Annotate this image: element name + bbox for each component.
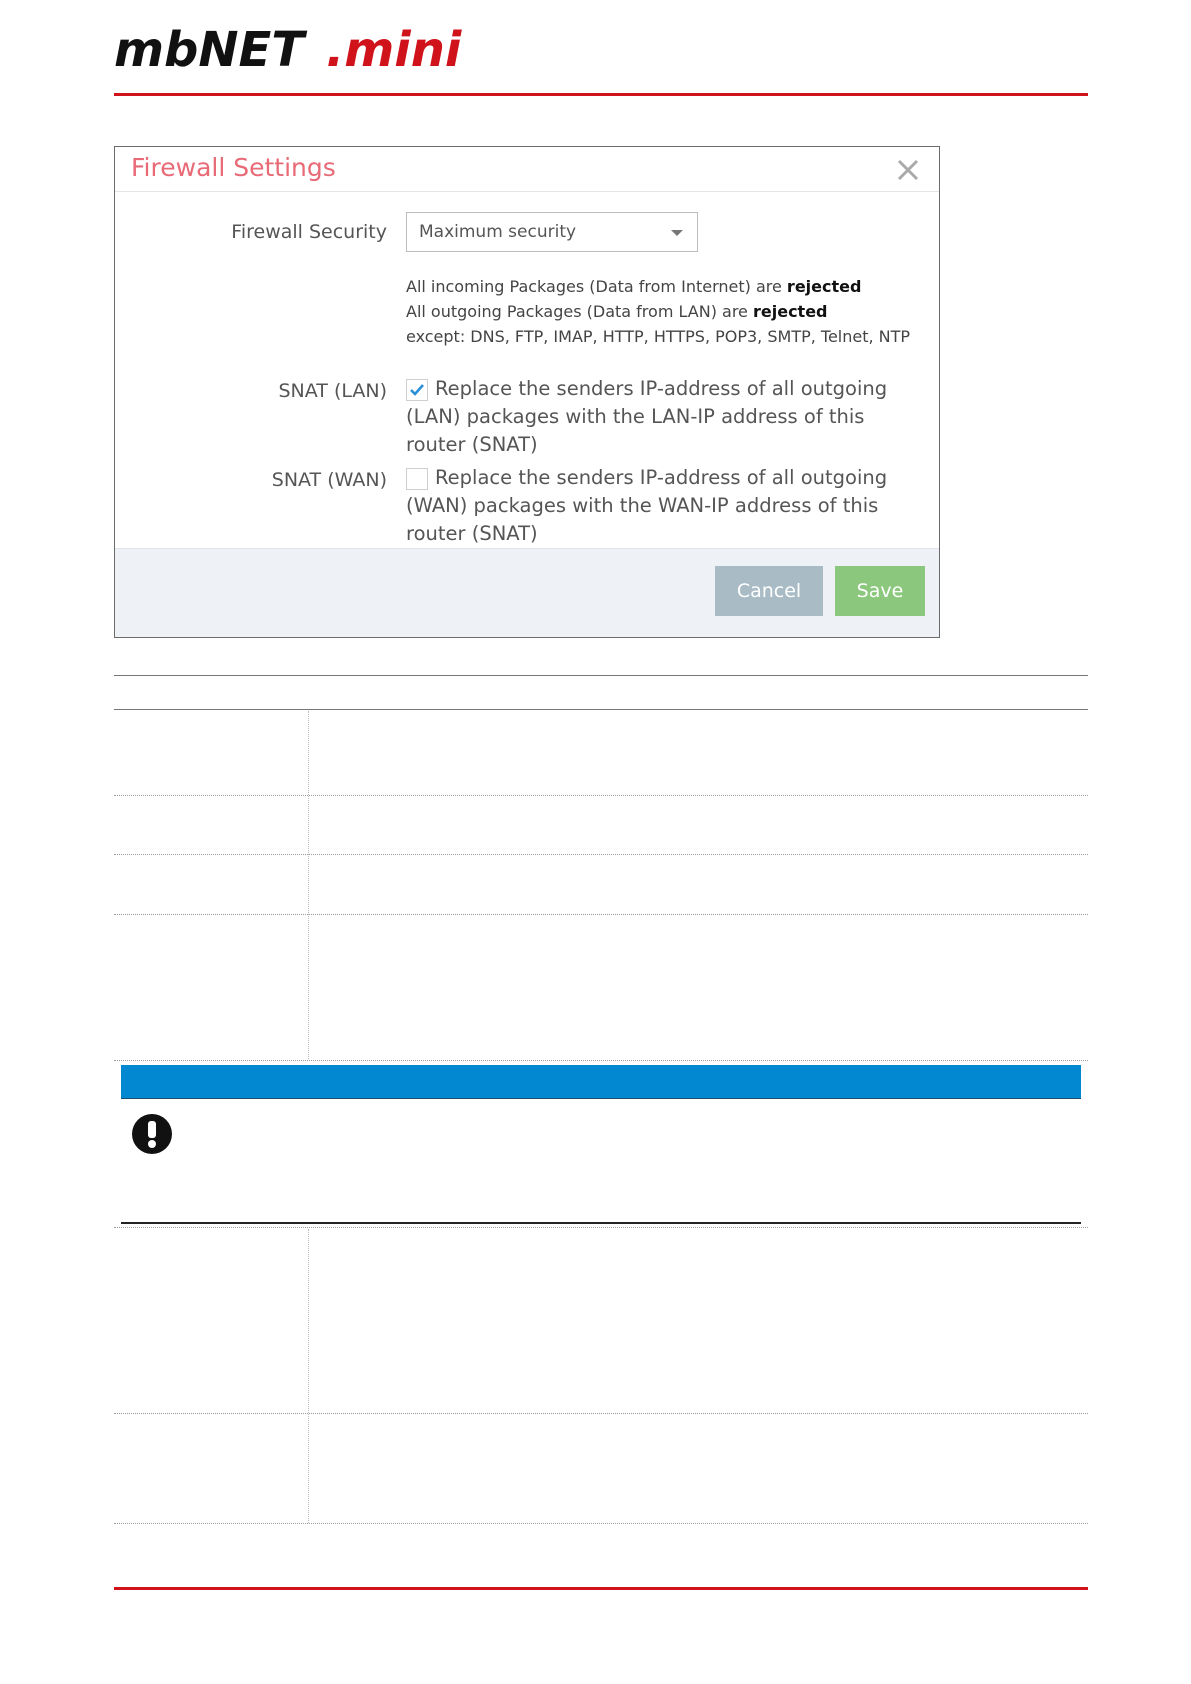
dialog-title: Firewall Settings	[131, 153, 336, 182]
save-button[interactable]: Save	[835, 566, 925, 616]
header-rule	[114, 93, 1088, 96]
exclamation-icon	[131, 1113, 173, 1155]
table-column-divider	[308, 711, 309, 1059]
table2-bottom-rule	[114, 1523, 1088, 1524]
table2-row-divider	[114, 1413, 1088, 1414]
dialog-footer	[115, 548, 939, 637]
info-outgoing: All outgoing Packages (Data from LAN) are rejected	[406, 302, 828, 321]
table2-top-rule	[114, 1227, 1088, 1228]
logo-text-mini: .mini	[326, 22, 462, 78]
snat-lan-label: SNAT (LAN)	[278, 380, 387, 402]
section-rule	[114, 675, 1088, 676]
snat-lan-description: Replace the senders IP-address of all outgoing (LAN) packages with the LAN-IP address of this router (SNAT)	[406, 377, 888, 456]
table2-column-divider	[308, 1229, 309, 1523]
firewall-security-select[interactable]	[406, 212, 698, 252]
snat-wan-description: Replace the senders IP-address of all outgoing (WAN) packages with the WAN-IP address of this router (SNAT)	[406, 466, 888, 545]
snat-wan-label: SNAT (WAN)	[271, 469, 387, 491]
note-header-bar	[121, 1065, 1081, 1099]
table-row-divider	[114, 795, 1088, 796]
note-bottom-rule	[121, 1222, 1081, 1224]
table-row-divider	[114, 1060, 1088, 1061]
dialog-header	[115, 147, 939, 192]
table-row-divider	[114, 914, 1088, 915]
firewall-settings-dialog	[114, 146, 940, 638]
logo-text-main: mbNET	[114, 22, 305, 78]
table-row-divider	[114, 854, 1088, 855]
footer-rule	[114, 1587, 1088, 1590]
select-value: Maximum security	[419, 222, 577, 242]
mbnet-mini-logo	[114, 18, 494, 78]
info-exceptions: except: DNS, FTP, IMAP, HTTP, HTTPS, POP3, SMTP, Telnet, NTP	[406, 327, 911, 346]
firewall-security-label: Firewall Security	[231, 221, 387, 243]
close-icon[interactable]	[895, 157, 921, 183]
info-incoming: All incoming Packages (Data from Internet) are rejected	[406, 277, 862, 296]
cancel-button[interactable]: Cancel	[715, 566, 823, 616]
chevron-down-icon	[671, 230, 683, 236]
table-top-rule	[114, 709, 1088, 710]
